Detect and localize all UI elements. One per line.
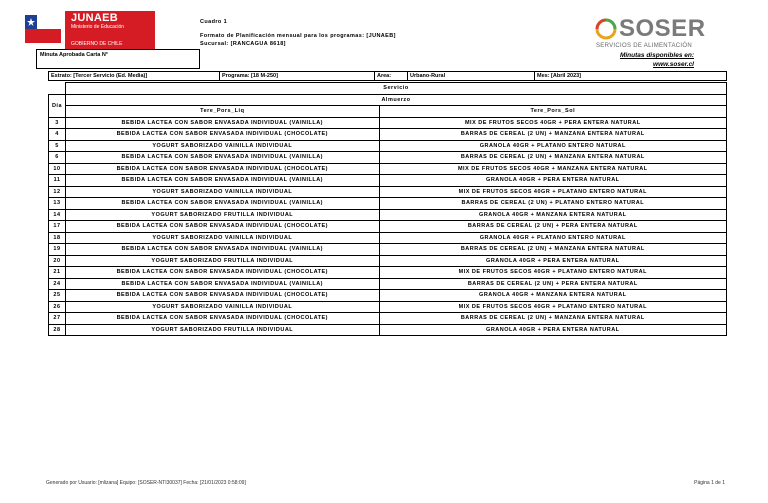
sol-cell: MIX DE FRUTOS SECOS 40GR + PLATANO ENTERO NATURAL <box>379 301 726 313</box>
soser-tagline: SERVICIOS DE ALIMENTACIÓN <box>596 43 692 49</box>
sol-cell: GRANOLA 40GR + MANZANA ENTERA NATURAL <box>379 290 726 302</box>
sol-cell: BARRAS DE CEREAL (2 UN) + MANZANA ENTERA NATURAL <box>379 129 726 141</box>
table-row <box>49 278 727 290</box>
sol-cell: GRANOLA 40GR + PERA ENTERA NATURAL <box>379 175 726 187</box>
table-row <box>49 186 727 198</box>
area-value-cell: Urbano-Rural <box>408 72 535 80</box>
day-cell: 20 <box>49 255 66 267</box>
table-row <box>49 175 727 187</box>
day-cell: 6 <box>49 152 66 164</box>
page-number: Página 1 de 1 <box>694 480 725 486</box>
liq-cell: BEBIDA LACTEA CON SABOR ENVASADA INDIVIDUAL (VAINILLA) <box>65 117 379 129</box>
sol-cell: GRANOLA 40GR + MANZANA ENTERA NATURAL <box>379 209 726 221</box>
chile-flag-icon <box>25 15 61 43</box>
junaeb-title: JUNAEB <box>71 12 119 24</box>
table-row <box>49 313 727 325</box>
dia-header: Día <box>49 94 66 117</box>
servicio-header: Servicio <box>65 83 726 95</box>
table-row <box>49 267 727 279</box>
cuadro-label: Cuadro 1 <box>200 19 228 25</box>
day-cell: 24 <box>49 278 66 290</box>
programa-cell: Programa: [18 M-250] <box>220 72 375 80</box>
liq-cell: BEBIDA LACTEA CON SABOR ENVASADA INDIVIDUAL (CHOCOLATE) <box>65 221 379 233</box>
sol-cell: GRANOLA 40GR + PERA ENTERA NATURAL <box>379 324 726 336</box>
liq-cell: BEBIDA LACTEA CON SABOR ENVASADA INDIVIDUAL (CHOCOLATE) <box>65 267 379 279</box>
sol-cell: MIX DE FRUTOS SECOS 40GR + PLATANO ENTERO NATURAL <box>379 267 726 279</box>
sol-cell: BARRAS DE CEREAL (2 UN) + PERA ENTERA NATURAL <box>379 278 726 290</box>
liq-cell: BEBIDA LACTEA CON SABOR ENVASADA INDIVIDUAL (CHOCOLATE) <box>65 163 379 175</box>
day-cell: 4 <box>49 129 66 141</box>
day-cell: 13 <box>49 198 66 210</box>
col-liq-header: Tere_Pors_Liq <box>65 106 379 118</box>
almuerzo-header: Almuerzo <box>65 94 726 106</box>
day-cell: 3 <box>49 117 66 129</box>
table-row <box>49 221 727 233</box>
generated-footer: Generado por Usuario: [mlizana] Equipo: [SOSER-NTI30037] Fecha: [21/01/2023 0:58:09] <box>46 480 246 486</box>
table-row <box>49 140 727 152</box>
sol-cell: BARRAS DE CEREAL (2 UN) + MANZANA ENTERA NATURAL <box>379 244 726 256</box>
table-row <box>49 198 727 210</box>
soser-logo-icon <box>594 17 618 41</box>
mes-cell: Mes: [Abril 2023] <box>537 73 582 79</box>
minuta-aprobada-box: Minuta Aprobada Carta N° <box>36 49 200 69</box>
plan-info-row <box>48 71 727 81</box>
area-label-cell: Area: <box>375 72 408 80</box>
liq-cell: YOGURT SABORIZADO VAINILLA INDIVIDUAL <box>65 301 379 313</box>
liq-cell: BEBIDA LACTEA CON SABOR ENVASADA INDIVIDUAL (VAINILLA) <box>65 175 379 187</box>
day-cell: 14 <box>49 209 66 221</box>
liq-cell: BEBIDA LACTEA CON SABOR ENVASADA INDIVIDUAL (CHOCOLATE) <box>65 129 379 141</box>
estrato-cell: Estrato: [Tercer Servicio (Ed. Media)] <box>49 72 220 80</box>
day-cell: 18 <box>49 232 66 244</box>
sol-cell: BARRAS DE CEREAL (2 UN) + PLATANO ENTERO NATURAL <box>379 198 726 210</box>
sol-cell: BARRAS DE CEREAL (2 UN) + MANZANA ENTERA NATURAL <box>379 152 726 164</box>
day-cell: 12 <box>49 186 66 198</box>
liq-cell: YOGURT SABORIZADO VAINILLA INDIVIDUAL <box>65 186 379 198</box>
table-row <box>49 324 727 336</box>
sol-cell: BARRAS DE CEREAL (2 UN) + MANZANA ENTERA NATURAL <box>379 313 726 325</box>
liq-cell: BEBIDA LACTEA CON SABOR ENVASADA INDIVIDUAL (CHOCOLATE) <box>65 313 379 325</box>
planning-table <box>48 82 727 336</box>
sol-cell: MIX DE FRUTOS SECOS 40GR + PLATANO ENTERO NATURAL <box>379 186 726 198</box>
day-cell: 27 <box>49 313 66 325</box>
liq-cell: BEBIDA LACTEA CON SABOR ENVASADA INDIVIDUAL (VAINILLA) <box>65 152 379 164</box>
junaeb-logo <box>21 11 155 49</box>
day-cell: 25 <box>49 290 66 302</box>
website-link[interactable]: www.soser.cl <box>653 61 694 68</box>
sol-cell: MIX DE FRUTOS SECOS 40GR + MANZANA ENTERA NATURAL <box>379 163 726 175</box>
liq-cell: YOGURT SABORIZADO VAINILLA INDIVIDUAL <box>65 232 379 244</box>
table-row <box>49 209 727 221</box>
table-row <box>49 152 727 164</box>
day-cell: 17 <box>49 221 66 233</box>
liq-cell: BEBIDA LACTEA CON SABOR ENVASADA INDIVIDUAL (VAINILLA) <box>65 244 379 256</box>
soser-brand: SOSER <box>619 15 706 42</box>
sol-cell: BARRAS DE CEREAL (2 UN) + PERA ENTERA NATURAL <box>379 221 726 233</box>
liq-cell: BEBIDA LACTEA CON SABOR ENVASADA INDIVIDUAL (CHOCOLATE) <box>65 290 379 302</box>
liq-cell: YOGURT SABORIZADO FRUTILLA INDIVIDUAL <box>65 209 379 221</box>
liq-cell: YOGURT SABORIZADO VAINILLA INDIVIDUAL <box>65 140 379 152</box>
table-row <box>49 129 727 141</box>
table-row <box>49 290 727 302</box>
junaeb-ministry: Ministerio de Educación <box>71 24 125 30</box>
sol-cell: MIX DE FRUTOS SECOS 40GR + PERA ENTERA NATURAL <box>379 117 726 129</box>
col-sol-header: Tere_Pors_Sol <box>379 106 726 118</box>
day-cell: 11 <box>49 175 66 187</box>
table-row <box>49 117 727 129</box>
sol-cell: GRANOLA 40GR + PLATANO ENTERO NATURAL <box>379 140 726 152</box>
liq-cell: BEBIDA LACTEA CON SABOR ENVASADA INDIVIDUAL (VAINILLA) <box>65 198 379 210</box>
sol-cell: GRANOLA 40GR + PERA ENTERA NATURAL <box>379 255 726 267</box>
sucursal-label: Sucursal: [RANCAGUA 8618] <box>200 41 286 47</box>
chile-emblem <box>21 11 66 49</box>
day-cell: 10 <box>49 163 66 175</box>
day-cell: 19 <box>49 244 66 256</box>
day-cell: 21 <box>49 267 66 279</box>
day-cell: 28 <box>49 324 66 336</box>
sol-cell: GRANOLA 40GR + PLATANO ENTERO NATURAL <box>379 232 726 244</box>
liq-cell: YOGURT SABORIZADO FRUTILLA INDIVIDUAL <box>65 324 379 336</box>
table-row <box>49 163 727 175</box>
table-row <box>49 232 727 244</box>
junaeb-gov: GOBIERNO DE CHILE <box>71 41 123 47</box>
table-row <box>49 301 727 313</box>
day-cell: 26 <box>49 301 66 313</box>
table-row <box>49 244 727 256</box>
liq-cell: YOGURT SABORIZADO FRUTILLA INDIVIDUAL <box>65 255 379 267</box>
minutas-disponibles: Minutas disponibles en: <box>619 52 694 59</box>
table-row <box>49 255 727 267</box>
day-cell: 5 <box>49 140 66 152</box>
formato-label: Formato de Planificación mensual para los programas: [JUNAEB] <box>200 33 396 39</box>
liq-cell: BEBIDA LACTEA CON SABOR ENVASADA INDIVIDUAL (VAINILLA) <box>65 278 379 290</box>
